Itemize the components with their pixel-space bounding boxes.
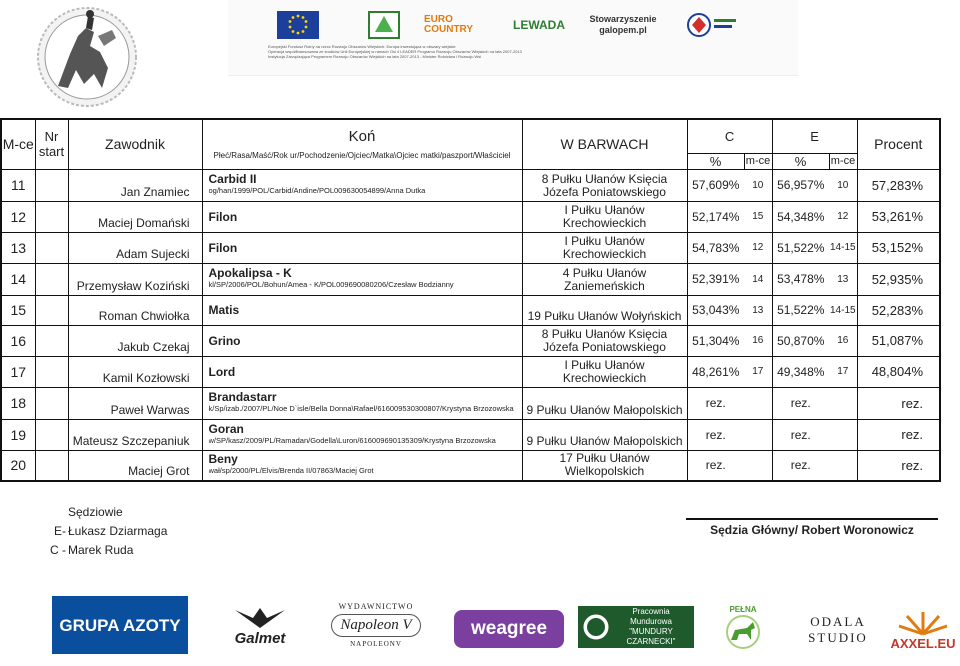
horse-name: Brandastarr (208, 390, 277, 404)
row-e-pct: rez. (772, 450, 829, 481)
row-e-pct: 54,348% (772, 201, 829, 232)
sun-icon (895, 608, 951, 636)
header-rank: M-ce (1, 119, 35, 169)
row-c-place (744, 419, 772, 450)
row-start-number (35, 295, 68, 325)
napoleon-top-text: WYDAWNICTWO (338, 602, 414, 611)
row-c-pct: 54,783% (687, 232, 744, 263)
weagree-logo (454, 610, 564, 648)
row-total: rez. (857, 419, 940, 450)
czarnecki-seal-icon (582, 613, 610, 641)
row-rider: Paweł Warwas (68, 387, 202, 419)
horse-name: Goran (208, 421, 244, 436)
row-start-number (35, 356, 68, 387)
row-rider: Kamil Kozłowski (68, 356, 202, 387)
row-e-place: 10 (829, 169, 857, 201)
weagree-text: weagree (470, 618, 548, 639)
row-start-number (35, 201, 68, 232)
table-row (1, 295, 940, 325)
row-total: 53,152% (857, 232, 940, 263)
horse-name: Beny (208, 452, 238, 467)
header-colors: W BARWACH (522, 119, 687, 169)
row-rank: 15 (1, 295, 35, 325)
horse-name: Apokalipsa - K (208, 266, 292, 280)
row-c-pct: 52,174% (687, 201, 744, 232)
signature-line (686, 518, 938, 520)
czarnecki-text: Pracownia Mundurowa "MUNDURY CZARNECKI" (626, 607, 676, 646)
row-c-place: 10 (744, 169, 772, 201)
row-e-place: 13 (829, 263, 857, 295)
galmet-text: Galmet (234, 629, 286, 647)
row-total: 52,283% (857, 295, 940, 325)
row-e-place: 14-15 (829, 232, 857, 263)
judges-title: Sędziowie (68, 505, 123, 519)
row-rank: 19 (1, 419, 35, 450)
row-e-pct: 51,522% (772, 232, 829, 263)
row-c-pct: 51,304% (687, 325, 744, 356)
row-c-pct: 57,609% (687, 169, 744, 201)
row-e-place: 17 (829, 356, 857, 387)
club-emblem (28, 6, 146, 108)
row-rank: 17 (1, 356, 35, 387)
grupa-azoty-text: GRUPA AZOTY (59, 615, 181, 635)
axxel-logo (888, 602, 958, 656)
row-unit: I Pułku Ułanów Krechowieckich (522, 201, 687, 232)
row-rider: Roman Chwiołka (68, 295, 202, 325)
horse-details: w/SP/kasz/2009/PL/Ramadan/Godella\Luron/616009690135309/Krystyna Brzozowska (208, 435, 496, 445)
table-row (1, 201, 940, 232)
galopem-logo (589, 8, 657, 42)
table-row (1, 419, 940, 450)
table-row (1, 232, 940, 263)
row-start-number (35, 263, 68, 295)
row-start-number (35, 450, 68, 481)
pelna-text: PEŁNA (729, 604, 757, 614)
row-e-place: 16 (829, 325, 857, 356)
header-horse-sub: Płeć/Rasa/Maść/Rok ur/Pochodzenie/Ojciec/Matka\Ojciec matki/paszport/Właściciel (213, 151, 511, 161)
row-e-pct: 49,348% (772, 356, 829, 387)
horse-details: k/Sp/izab./2007/PL/Noe D`isle/Bella Donna\Rafael/616009530300807/Krystyna Brzozowska (208, 404, 514, 413)
row-rank: 20 (1, 450, 35, 481)
horse-name: Filon (208, 240, 238, 255)
row-horse (202, 169, 522, 201)
horse-name: Filon (208, 209, 238, 224)
napoleon-logo (324, 594, 428, 656)
row-c-pct: rez. (687, 419, 744, 450)
row-c-pct: rez. (687, 450, 744, 481)
header-judge-e: E (772, 119, 857, 153)
leader-logo (366, 8, 402, 42)
row-c-place: 15 (744, 201, 772, 232)
odala-logo (796, 608, 880, 652)
row-total: rez. (857, 387, 940, 419)
row-unit: 19 Pułku Ułanów Wołyńskich (522, 295, 687, 325)
horse-icon (719, 614, 767, 650)
horse-name: Carbid II (208, 172, 257, 186)
pelna-logo (708, 598, 778, 656)
odala-text: ODALA STUDIO (808, 614, 868, 645)
czarnecki-logo (578, 606, 694, 648)
napoleon-bottom-text: NAPOLEONV (350, 640, 402, 648)
row-start-number (35, 232, 68, 263)
row-total: 51,087% (857, 325, 940, 356)
row-horse (202, 325, 522, 356)
horse-details: kl/SP/2006/POL/Bohun/Amea - K/POL009690080206/Czesław Bodzianny (208, 280, 454, 289)
lewada-logo (504, 8, 574, 42)
row-c-place (744, 387, 772, 419)
euro-country-text: EURO COUNTRY (424, 14, 474, 35)
row-unit: I Pułku Ułanów Krechowieckich (522, 356, 687, 387)
row-rank: 13 (1, 232, 35, 263)
row-rank: 12 (1, 201, 35, 232)
row-c-place: 17 (744, 356, 772, 387)
header-c-pct: % (687, 153, 744, 169)
table-row (1, 356, 940, 387)
row-unit: 9 Pułku Ułanów Małopolskich (522, 419, 687, 450)
row-horse (202, 450, 522, 481)
row-horse (202, 232, 522, 263)
row-horse (202, 387, 522, 419)
napoleon-text: Napoleon V (331, 614, 420, 637)
row-total: 53,261% (857, 201, 940, 232)
row-rank: 18 (1, 387, 35, 419)
sponsor-banner (228, 0, 798, 76)
row-unit: 17 Pułku Ułanów Wielkopolskich (522, 450, 687, 481)
header-c-place: m-ce (745, 155, 771, 167)
table-row (1, 325, 940, 356)
row-total: 48,804% (857, 356, 940, 387)
row-total: rez. (857, 450, 940, 481)
row-e-place (829, 450, 857, 481)
row-rider: Jan Znamiec (68, 169, 202, 201)
eu-flag-logo (276, 8, 320, 42)
row-total: 52,935% (857, 263, 940, 295)
eagle-icon (225, 606, 295, 630)
row-rider: Maciej Grot (68, 450, 202, 481)
results-table (0, 118, 941, 482)
row-unit: I Pułku Ułanów Krechowieckich (522, 232, 687, 263)
row-rank: 11 (1, 169, 35, 201)
judge-row (44, 541, 167, 560)
row-e-pct: 51,522% (772, 295, 829, 325)
axxel-text: AXXEL.EU (890, 635, 956, 651)
row-horse (202, 201, 522, 232)
header-e-pct: % (772, 153, 829, 169)
galmet-logo (212, 600, 308, 652)
euro-country-logo (424, 8, 474, 42)
row-rider: Jakub Czekaj (68, 325, 202, 356)
galopem-text: Stowarzyszenie galopem.pl (589, 14, 657, 35)
row-c-pct: 48,261% (687, 356, 744, 387)
judge-row (44, 522, 167, 541)
chief-judge: Sędzia Główny/ Robert Woronowicz (710, 523, 914, 537)
header-total: Procent (857, 119, 940, 169)
row-c-pct: 52,391% (687, 263, 744, 295)
row-rider: Adam Sujecki (68, 232, 202, 263)
row-e-pct: 53,478% (772, 263, 829, 295)
row-e-place (829, 419, 857, 450)
row-unit: 8 Pułku Ułanów Księcia Józefa Poniatowskiego (522, 325, 687, 356)
row-start-number (35, 387, 68, 419)
horse-details: wał/sp/2000/PL/Elvis/Brenda II/07863/Maciej Grot (208, 466, 374, 476)
row-e-pct: 50,870% (772, 325, 829, 356)
header-horse: Koń (348, 128, 376, 146)
row-e-place: 12 (829, 201, 857, 232)
table-row (1, 387, 940, 419)
row-rider: Przemysław Koziński (68, 263, 202, 295)
horse-name: Lord (208, 364, 236, 379)
row-e-pct: rez. (772, 387, 829, 419)
row-start-number (35, 419, 68, 450)
row-horse (202, 263, 522, 295)
row-rider: Mateusz Szczepaniuk (68, 419, 202, 450)
table-row (1, 263, 940, 295)
lewada-text: LEWADA (513, 18, 565, 32)
judge-role: E- (54, 524, 66, 538)
row-e-place (829, 387, 857, 419)
row-c-place: 14 (744, 263, 772, 295)
header-horse-cell (202, 119, 522, 169)
header-judge-c: C (687, 119, 772, 153)
row-horse (202, 295, 522, 325)
row-c-pct: rez. (687, 387, 744, 419)
judge-name: Łukasz Dziarmaga (68, 524, 168, 538)
judge-role: C - (50, 543, 66, 557)
grupa-azoty-logo (52, 596, 188, 654)
judge-name: Marek Ruda (68, 543, 134, 557)
row-horse (202, 356, 522, 387)
horse-name: Matis (208, 303, 240, 317)
row-c-place: 13 (744, 295, 772, 325)
row-unit: 9 Pułku Ułanów Małopolskich (522, 387, 687, 419)
row-e-place: 14-15 (829, 295, 857, 325)
header-rider: Zawodnik (68, 119, 202, 169)
horse-details: og/han/1999/POL/Carbid/Andine/POL009630054899/Anna Dutka (208, 186, 426, 195)
horse-name: Grino (208, 333, 241, 348)
row-rider: Maciej Domański (68, 201, 202, 232)
row-rank: 14 (1, 263, 35, 295)
row-unit: 8 Pułku Ułanów Księcia Józefa Poniatowskiego (522, 169, 687, 201)
table-row (1, 169, 940, 201)
row-total: 57,283% (857, 169, 940, 201)
header-e-place: m-ce (830, 155, 856, 167)
judges-block (44, 503, 167, 560)
table-row (1, 450, 940, 481)
row-c-place (744, 450, 772, 481)
header-start-number: Nr start (35, 119, 68, 169)
row-start-number (35, 169, 68, 201)
row-start-number (35, 325, 68, 356)
row-e-pct: rez. (772, 419, 829, 450)
row-unit: 4 Pułku Ułanów Zaniemeńskich (522, 263, 687, 295)
row-horse (202, 419, 522, 450)
row-rank: 16 (1, 325, 35, 356)
row-c-place: 12 (744, 232, 772, 263)
row-c-pct: 53,043% (687, 295, 744, 325)
row-e-pct: 56,957% (772, 169, 829, 201)
banner-funding-text: Europejski Fundusz Rolny na rzecz Rozwoju Obszarów Wiejskich: Europa inwestująca w obszary wiejskie Operacja współfinansowana ze środków Unii Europejskiej w ramach Osi 4 LEADER Programu Rozwoju Obszarów Wiejskich na lata 2007-2013 Instytucja Zarządzająca Programem Rozwoju Obszarów Wiejskich na lata 2007-2013 - Minister Rolnictwa i Rozwoju Wsi (268, 44, 522, 59)
prow-logo (682, 8, 742, 42)
row-c-place: 16 (744, 325, 772, 356)
